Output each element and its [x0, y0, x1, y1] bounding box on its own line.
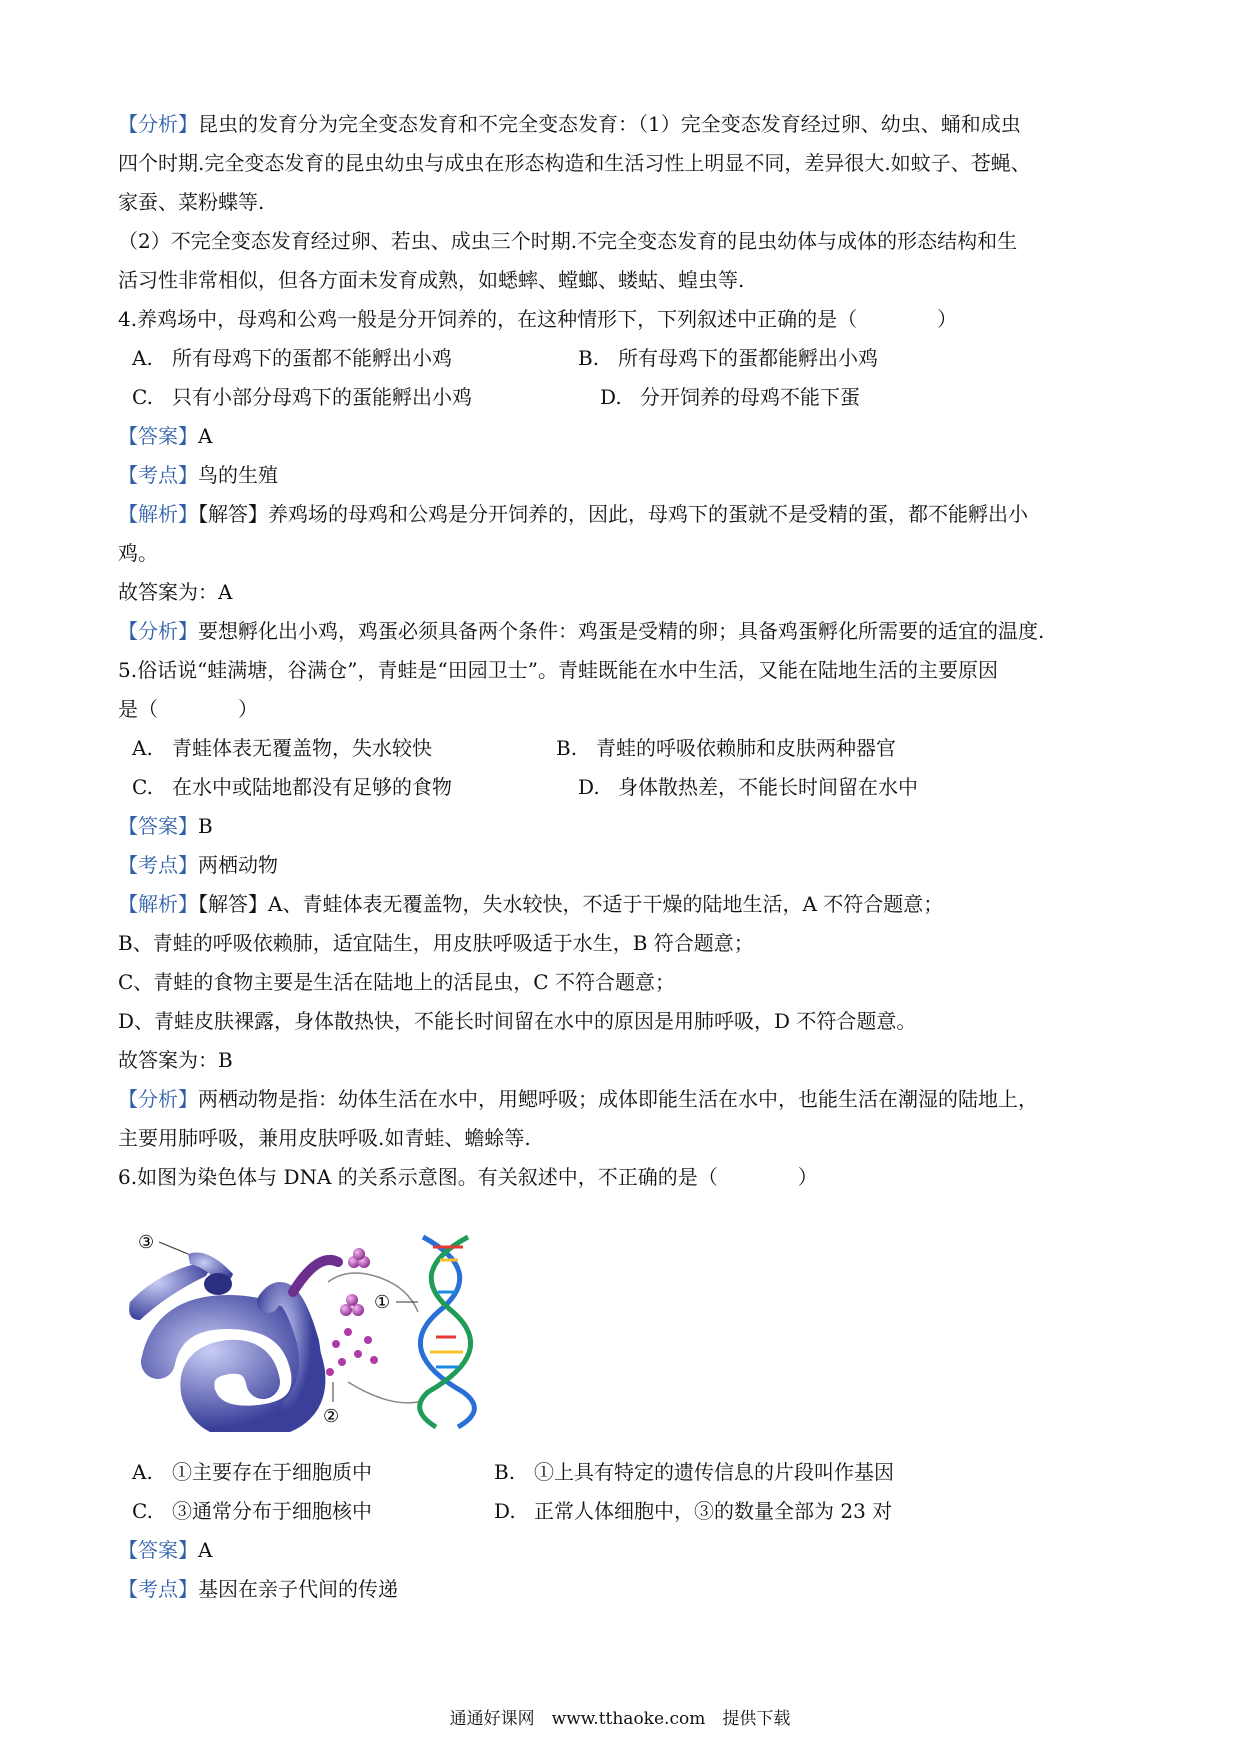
figure-label-3: ③ — [138, 1232, 155, 1253]
chromosome-dna-figure — [118, 1232, 528, 1432]
figure-label-2: ② — [323, 1406, 340, 1427]
leader-line-3 — [159, 1242, 188, 1254]
q5-stem-2: 是（ ） — [118, 697, 258, 721]
q5-final: 故答案为：B — [118, 1048, 233, 1072]
q5-answer: 【答案】B — [118, 814, 213, 838]
q4-option-c: C. 只有小部分母鸡下的蛋能孵出小鸡 — [132, 385, 472, 409]
q6-option-d: D. 正常人体细胞中，③的数量全部为 23 对 — [494, 1499, 893, 1523]
q4-option-d: D. 分开饲养的母鸡不能下蛋 — [600, 385, 860, 409]
q4-explain-1: 【解析】【解答】养鸡场的母鸡和公鸡是分开饲养的，因此，母鸡下的蛋就不是受精的蛋，都不能孵出小 — [118, 502, 1028, 526]
q6-point: 【考点】基因在亲子代间的传递 — [118, 1577, 398, 1601]
q5-explain-1: 【解析】【解答】A、青蛙体表无覆盖物，失水较快，不适于干燥的陆地生活，A 不符合题意； — [118, 892, 944, 916]
q5-option-c: C. 在水中或陆地都没有足够的食物 — [132, 775, 452, 799]
q4-option-b: B. 所有母鸡下的蛋都能孵出小鸡 — [578, 346, 878, 370]
q4-explain-2: 鸡。 — [118, 541, 158, 565]
dna-helix — [420, 1237, 475, 1427]
q6-option-b: B. ①上具有特定的遗传信息的片段叫作基因 — [494, 1460, 894, 1484]
q4-final: 故答案为：A — [118, 580, 233, 604]
q4-option-a: A. 所有母鸡下的蛋都不能孵出小鸡 — [132, 346, 452, 370]
q5-option-b: B. 青蛙的呼吸依赖肺和皮肤两种器官 — [556, 736, 896, 760]
q6-stem: 6.如图为染色体与 DNA 的关系示意图。有关叙述中，不正确的是（ ） — [118, 1165, 818, 1189]
nucleosome-beads — [326, 1248, 418, 1403]
analysis-line-5: 活习性非常相似，但各方面未发育成熟，如蟋蟀、螳螂、蝼蛄、蝗虫等. — [118, 268, 745, 292]
q4-analysis: 【分析】要想孵化出小鸡，鸡蛋必须具备两个条件：鸡蛋是受精的卵；具备鸡蛋孵化所需要的适宜的温度. — [118, 619, 1045, 643]
q4-answer: 【答案】A — [118, 424, 213, 448]
analysis-line-4: （2）不完全变态发育经过卵、若虫、成虫三个时期.不完全变态发育的昆虫幼体与成体的形态结构和生 — [118, 229, 1018, 253]
analysis-line-2: 四个时期.完全变态发育的昆虫幼虫与成虫在形态构造和生活习性上明显不同，差异很大.如蚊子、苍蝇、 — [118, 151, 1031, 175]
analysis-line-3: 家蚕、菜粉蝶等. — [118, 190, 265, 214]
centromere-shape — [204, 1273, 232, 1295]
q5-stem-1: 5.俗话说“蛙满塘，谷满仓”，青蛙是“田园卫士”。青蛙既能在水中生活，又能在陆地生活的主要原因 — [118, 658, 998, 682]
q5-option-d: D. 身体散热差，不能长时间留在水中 — [578, 775, 918, 799]
analysis-tag: 【分析】 — [118, 112, 198, 136]
q5-analysis-2: 主要用肺呼吸，兼用皮肤呼吸.如青蛙、蟾蜍等. — [118, 1126, 531, 1150]
q4-stem: 4.养鸡场中，母鸡和公鸡一般是分开饲养的，在这种情形下，下列叙述中正确的是（ ） — [118, 307, 958, 331]
figure-label-1: ① — [374, 1292, 391, 1313]
q6-option-a: A. ①主要存在于细胞质中 — [132, 1460, 372, 1484]
q5-option-a: A. 青蛙体表无覆盖物，失水较快 — [132, 736, 432, 760]
q5-explain-3: C、青蛙的食物主要是生活在陆地上的活昆虫，C 不符合题意； — [118, 970, 675, 994]
q6-answer: 【答案】A — [118, 1538, 213, 1562]
q4-point: 【考点】鸟的生殖 — [118, 463, 278, 487]
q5-explain-4: D、青蛙皮肤裸露，身体散热快，不能长时间留在水中的原因是用肺呼吸，D 不符合题意。 — [118, 1009, 917, 1033]
q5-point: 【考点】两栖动物 — [118, 853, 278, 877]
analysis-line-1: 【分析】昆虫的发育分为完全变态发育和不完全变态发育：（1）完全变态发育经过卵、幼虫、蛹和成虫 — [118, 112, 1021, 136]
q6-option-c: C. ③通常分布于细胞核中 — [132, 1499, 372, 1523]
page-footer: 通通好课网 www.tthaoke.com 提供下载 — [449, 1709, 791, 1729]
q5-explain-2: B、青蛙的呼吸依赖肺，适宜陆生，用皮肤呼吸适于水生，B 符合题意； — [118, 931, 754, 955]
q5-analysis-1: 【分析】两栖动物是指：幼体生活在水中，用鳃呼吸；成体即能生活在水中，也能生活在潮湿的陆地上， — [118, 1087, 1038, 1111]
